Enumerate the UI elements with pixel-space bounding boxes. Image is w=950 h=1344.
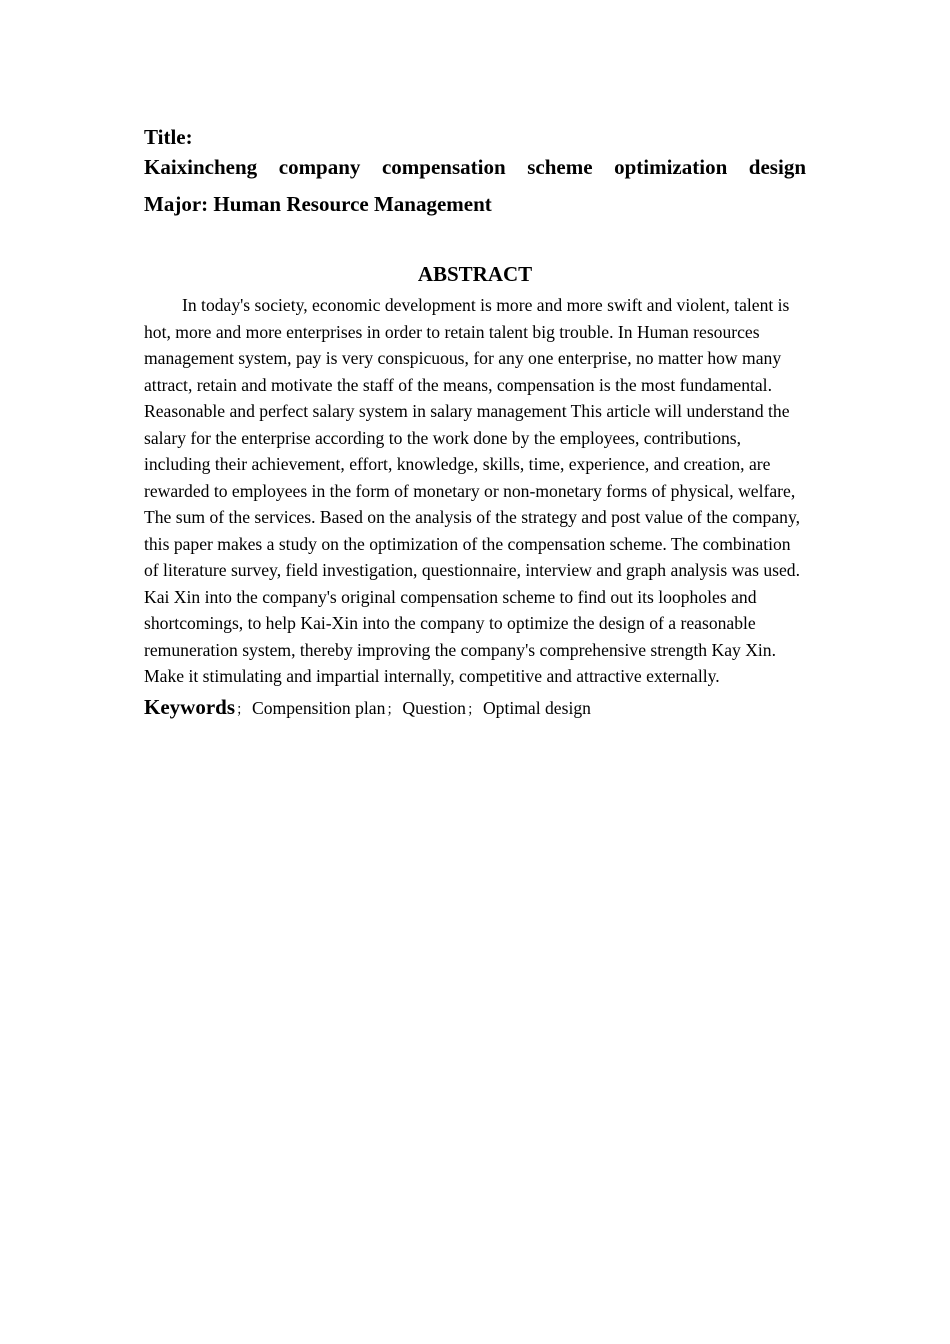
keyword-item: Compensition plan [252, 697, 386, 718]
keyword-item: Question [402, 697, 466, 718]
keywords-line [144, 692, 806, 725]
thesis-title: Kaixincheng company compensation scheme optimization design [144, 155, 806, 179]
major-line: Major: Human Resource Management [144, 192, 492, 216]
keywords-separator: ； [236, 701, 250, 718]
abstract-body: In today's society, economic development is more and more swift and violent, talent is hot, more and more enterprises in order to retain talent big trouble. In Human resources management system, pay is very conspicuous, for any one enterprise, no matter how many attract, retain and motivate the staff of the means, compensation is the most fundamental. Reasonable and perfect salary system in salary management This article will understand the salary for the enterprise according to the work done by the employees, contributions, including their achievement, effort, knowledge, skills, time, experience, and creation, are rewarded to employees in the form of monetary or non-monetary forms of physical, welfare, The sum of the services. Based on the analysis of the strategy and post value of the company, this paper makes a study on the optimization of the compensation scheme. The combination of literature survey, field investigation, questionnaire, interview and graph analysis was used. Kai Xin into the company's original compensation scheme to find out its loopholes and shortcomings, to help Kai-Xin into the company to optimize the design of a reasonable remuneration system, thereby improving the company's comprehensive strength Kay Xin. Make it stimulating and impartial internally, competitive and attractive externally. [144, 295, 801, 686]
title-label: Title: [144, 125, 193, 149]
keywords-separator: ； [386, 701, 401, 718]
abstract-heading: ABSTRACT [417, 262, 533, 286]
keywords-separator: ； [466, 701, 481, 718]
document-page [144, 122, 806, 725]
keyword-item: Optimal design [482, 697, 591, 718]
keywords-label: Keywords [144, 694, 235, 719]
